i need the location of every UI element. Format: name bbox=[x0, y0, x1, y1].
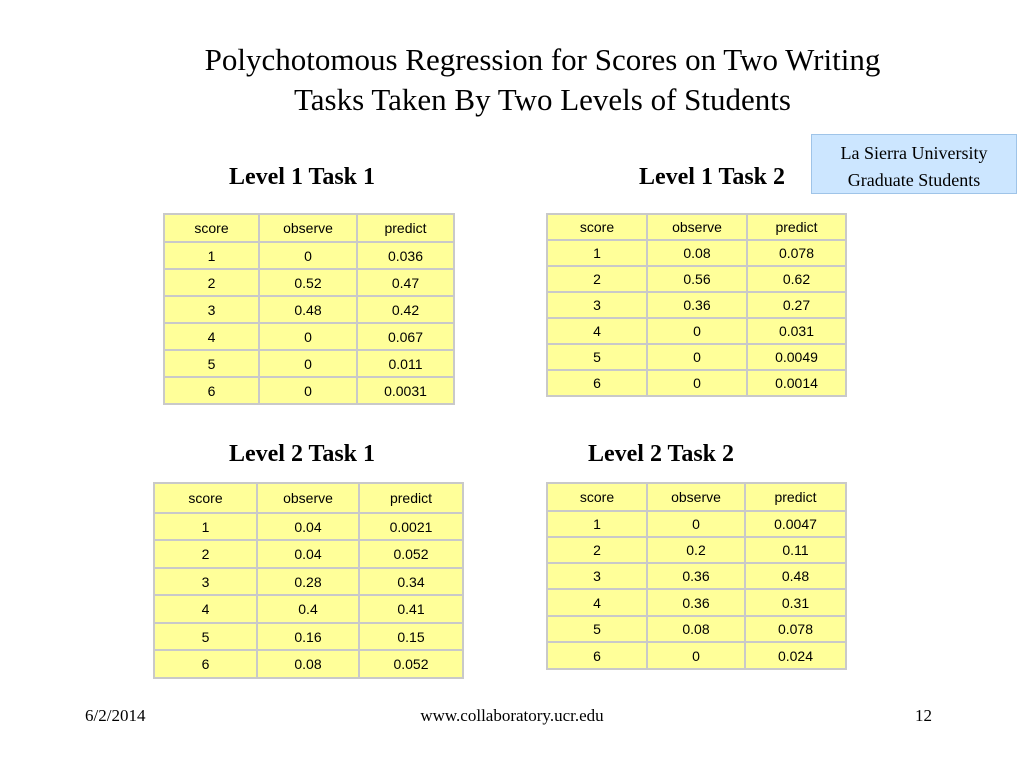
cell-predict: 0.024 bbox=[745, 642, 846, 669]
table-level1-task2 bbox=[546, 213, 847, 397]
cell-predict: 0.48 bbox=[745, 563, 846, 589]
callout-line-2: Graduate Students bbox=[847, 170, 981, 190]
cell-score: 2 bbox=[154, 540, 257, 568]
table-level2-task1 bbox=[153, 482, 464, 679]
cell-observe: 0 bbox=[259, 242, 357, 269]
cell-predict: 0.27 bbox=[747, 292, 846, 318]
cell-observe: 0 bbox=[647, 511, 745, 537]
column-header-score: score bbox=[154, 483, 257, 513]
cell-observe: 0.04 bbox=[257, 540, 359, 568]
table-row bbox=[547, 370, 846, 396]
column-header-predict: predict bbox=[745, 483, 846, 511]
cell-score: 3 bbox=[547, 563, 647, 589]
table-level1-task1 bbox=[163, 213, 455, 405]
cell-score: 3 bbox=[547, 292, 647, 318]
table-row bbox=[154, 540, 463, 568]
table-heading-level2-task2: Level 2 Task 2 bbox=[587, 441, 735, 467]
cell-predict: 0.078 bbox=[747, 240, 846, 266]
slide-title-line-1: Polychotomous Regression for Scores on Two Writing bbox=[204, 42, 881, 77]
cell-observe: 0.08 bbox=[647, 616, 745, 642]
cell-score: 5 bbox=[154, 623, 257, 650]
cell-score: 5 bbox=[164, 350, 259, 377]
cell-predict: 0.42 bbox=[357, 296, 454, 323]
cell-predict: 0.031 bbox=[747, 318, 846, 344]
cell-observe: 0 bbox=[259, 323, 357, 350]
footer-date: 6/2/2014 bbox=[85, 706, 146, 725]
table-row bbox=[547, 589, 846, 616]
column-header-observe: observe bbox=[257, 483, 359, 513]
footer-url: www.collaboratory.ucr.edu bbox=[420, 706, 604, 725]
cell-observe: 0.52 bbox=[259, 269, 357, 296]
cell-score: 2 bbox=[164, 269, 259, 296]
cell-score: 6 bbox=[164, 377, 259, 404]
cell-observe: 0.16 bbox=[257, 623, 359, 650]
table-row bbox=[154, 650, 463, 678]
cell-predict: 0.31 bbox=[745, 589, 846, 616]
cell-observe: 0.36 bbox=[647, 589, 745, 616]
slide-title-line-2: Tasks Taken By Two Levels of Students bbox=[294, 82, 791, 117]
cell-observe: 0 bbox=[259, 377, 357, 404]
cell-score: 2 bbox=[547, 537, 647, 563]
cell-predict: 0.0021 bbox=[359, 513, 463, 540]
table-header-row bbox=[164, 214, 454, 242]
table-row bbox=[154, 595, 463, 623]
table-row bbox=[547, 266, 846, 292]
cell-score: 6 bbox=[154, 650, 257, 678]
column-header-predict: predict bbox=[359, 483, 463, 513]
cell-observe: 0.08 bbox=[647, 240, 747, 266]
cell-score: 6 bbox=[547, 370, 647, 396]
cell-predict: 0.15 bbox=[359, 623, 463, 650]
table-row bbox=[154, 513, 463, 540]
cell-predict: 0.0014 bbox=[747, 370, 846, 396]
cell-observe: 0.04 bbox=[257, 513, 359, 540]
table-row bbox=[164, 296, 454, 323]
cell-observe: 0.36 bbox=[647, 292, 747, 318]
cell-predict: 0.41 bbox=[359, 595, 463, 623]
column-header-score: score bbox=[164, 214, 259, 242]
column-header-score: score bbox=[547, 214, 647, 240]
footer-page-number: 12 bbox=[915, 706, 932, 725]
cell-observe: 0 bbox=[647, 370, 747, 396]
cell-observe: 0.56 bbox=[647, 266, 747, 292]
table-row bbox=[547, 537, 846, 563]
cell-predict: 0.067 bbox=[357, 323, 454, 350]
table-heading-level1-task1: Level 1 Task 1 bbox=[228, 164, 376, 190]
cell-predict: 0.078 bbox=[745, 616, 846, 642]
cell-predict: 0.47 bbox=[357, 269, 454, 296]
table-heading-level1-task2: Level 1 Task 2 bbox=[638, 164, 786, 190]
cell-predict: 0.0031 bbox=[357, 377, 454, 404]
cell-observe: 0.2 bbox=[647, 537, 745, 563]
table-level2-task2 bbox=[546, 482, 847, 670]
cell-predict: 0.34 bbox=[359, 568, 463, 595]
column-header-observe: observe bbox=[647, 483, 745, 511]
slide-title bbox=[0, 40, 1024, 120]
table-row bbox=[164, 377, 454, 404]
table-row bbox=[547, 318, 846, 344]
callout-line-1: La Sierra University bbox=[840, 143, 988, 163]
table-row bbox=[547, 616, 846, 642]
table-row bbox=[154, 623, 463, 650]
cell-observe: 0 bbox=[259, 350, 357, 377]
cell-score: 3 bbox=[164, 296, 259, 323]
column-header-observe: observe bbox=[259, 214, 357, 242]
cell-observe: 0.4 bbox=[257, 595, 359, 623]
table-row bbox=[164, 269, 454, 296]
cell-predict: 0.011 bbox=[357, 350, 454, 377]
table-header-row bbox=[547, 483, 846, 511]
cell-observe: 0.28 bbox=[257, 568, 359, 595]
table-row bbox=[164, 350, 454, 377]
cell-observe: 0 bbox=[647, 642, 745, 669]
cell-score: 5 bbox=[547, 616, 647, 642]
table-row bbox=[547, 292, 846, 318]
cell-observe: 0.48 bbox=[259, 296, 357, 323]
table-header-row bbox=[547, 214, 846, 240]
table-heading-level2-task1: Level 2 Task 1 bbox=[228, 441, 376, 467]
column-header-score: score bbox=[547, 483, 647, 511]
table-row bbox=[164, 242, 454, 269]
table-row bbox=[154, 568, 463, 595]
cell-predict: 0.036 bbox=[357, 242, 454, 269]
cell-score: 4 bbox=[547, 318, 647, 344]
cell-score: 3 bbox=[154, 568, 257, 595]
cell-score: 4 bbox=[547, 589, 647, 616]
cell-score: 1 bbox=[164, 242, 259, 269]
cell-predict: 0.0047 bbox=[745, 511, 846, 537]
cell-observe: 0.36 bbox=[647, 563, 745, 589]
cell-score: 2 bbox=[547, 266, 647, 292]
cell-observe: 0 bbox=[647, 318, 747, 344]
table-row bbox=[164, 323, 454, 350]
cell-predict: 0.0049 bbox=[747, 344, 846, 370]
table-row bbox=[547, 344, 846, 370]
cell-score: 1 bbox=[154, 513, 257, 540]
cell-predict: 0.11 bbox=[745, 537, 846, 563]
cell-predict: 0.052 bbox=[359, 540, 463, 568]
column-header-predict: predict bbox=[747, 214, 846, 240]
cell-predict: 0.62 bbox=[747, 266, 846, 292]
column-header-predict: predict bbox=[357, 214, 454, 242]
table-row bbox=[547, 240, 846, 266]
table-row bbox=[547, 511, 846, 537]
cell-observe: 0 bbox=[647, 344, 747, 370]
cell-predict: 0.052 bbox=[359, 650, 463, 678]
column-header-observe: observe bbox=[647, 214, 747, 240]
table-row bbox=[547, 642, 846, 669]
cell-observe: 0.08 bbox=[257, 650, 359, 678]
cell-score: 6 bbox=[547, 642, 647, 669]
cell-score: 1 bbox=[547, 511, 647, 537]
table-header-row bbox=[154, 483, 463, 513]
cell-score: 5 bbox=[547, 344, 647, 370]
cell-score: 1 bbox=[547, 240, 647, 266]
cell-score: 4 bbox=[154, 595, 257, 623]
table-row bbox=[547, 563, 846, 589]
cell-score: 4 bbox=[164, 323, 259, 350]
